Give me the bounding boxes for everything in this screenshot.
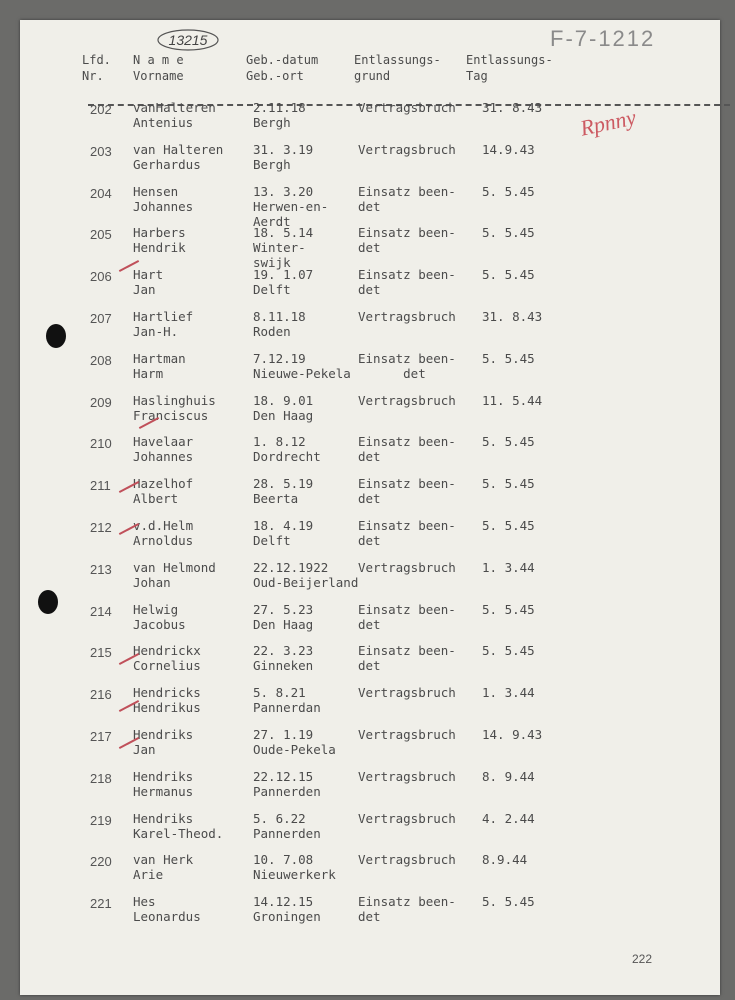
row-number: 213 [90,561,112,577]
row-birth: 18. 4.19 Delft [253,518,314,548]
punch-hole [38,590,58,614]
row-number: 205 [90,227,112,243]
row-name: Hazelhof Albert [133,476,194,507]
row-number: 218 [90,770,112,786]
row-date: 14.9.43 [482,141,535,157]
table-row [20,142,720,182]
header-lfd-nr: Lfd. Nr. [82,53,111,83]
row-name: Harbers Hendrik [133,225,186,256]
row-name: vanHalteren Antenius [133,100,216,130]
table-row [20,434,720,474]
row-number: 219 [90,812,112,828]
row-number: 215 [90,645,112,661]
row-name: van Halteren Gerhardus [133,141,224,172]
row-name: Haslinghuis Franciscus [133,392,216,423]
table-row [20,811,720,851]
row-birth: 10. 7.08 Nieuwerkerk [253,852,336,883]
row-reason: Vertragsbruch [358,100,456,115]
row-date: 5. 5.45 [482,518,535,533]
row-date: 5. 5.45 [482,434,535,450]
row-date: 11. 5.44 [482,392,543,408]
table-row [20,894,720,934]
row-date: 1. 3.44 [482,559,535,575]
table-row [20,560,720,600]
table-row [20,100,720,140]
row-name: Hendriks Hermanus [133,768,194,799]
table-row [20,267,720,307]
row-number: 206 [90,269,112,285]
table-row [20,183,720,229]
row-reason: Einsatz been- det [358,476,456,507]
row-birth: 18. 9.01 Den Haag [253,392,314,423]
row-date: 14. 9.43 [482,727,543,742]
table-row [20,351,720,391]
row-birth: 8.11.18 Roden [253,309,306,339]
row-number: 202 [90,102,112,117]
row-name: Hendriks Jan [133,727,194,757]
row-name: v.d.Helm Arnoldus [133,518,194,548]
row-number: 207 [90,311,112,326]
row-reason: Vertragsbruch [358,392,456,408]
row-birth: 27. 1.19 Oude-Pekela [253,727,336,757]
file-number: F-7-1212 [550,26,656,51]
row-date: 5. 5.45 [482,601,535,617]
row-birth: 13. 3.20 Herwen-en- Aerdt [253,183,329,229]
row-birth: 27. 5.23 Den Haag [253,601,314,632]
row-birth: 2.11.18 Bergh [253,100,306,130]
row-date: 8. 9.44 [482,768,535,784]
row-reason: Einsatz been- det [358,518,456,548]
row-birth: 22.12.1922 Oud-Beijerland [253,559,359,590]
table-row [20,769,720,809]
row-number: 220 [90,854,112,870]
red-annotation: Rpnny [577,104,639,141]
row-number: 212 [90,520,112,535]
stamp-number-text: 13215 [168,32,208,48]
row-name: van Herk Arie [133,852,194,883]
row-birth: 14.12.15 Groningen [253,894,321,925]
row-reason: Einsatz been- det [358,434,456,465]
header-grund: Entlassungs- grund [354,53,441,83]
row-reason: Einsatz been- det [358,183,456,214]
row-birth: 22.12.15 Pannerden [253,768,321,799]
row-reason: Vertragsbruch [358,727,456,742]
row-date: 31. 8.43 [482,309,543,324]
row-number: 214 [90,603,112,619]
table-row [20,225,720,271]
row-reason: Einsatz been- det [358,267,456,298]
row-reason: Vertragsbruch [358,768,456,784]
header-name: N a m e Vorname [133,53,184,83]
row-name: Havelaar Johannes [133,434,194,465]
row-number: 209 [90,394,112,410]
document-page [20,20,720,995]
row-date: 5. 5.45 [482,643,535,659]
row-reason: Einsatz been- det [358,225,456,256]
row-number: 217 [90,729,112,744]
row-birth: 18. 5.14 Winter- swijk [253,225,314,271]
table-row [20,852,720,892]
row-reason: Einsatz been- det [358,894,456,925]
row-date: 4. 2.44 [482,810,535,826]
table-row [20,309,720,349]
row-birth: 22. 3.23 Ginneken [253,643,314,674]
row-reason: Vertragsbruch [358,309,456,324]
row-birth: 28. 5.19 Beerta [253,476,314,507]
table-row [20,393,720,433]
row-birth: 5. 6.22 Pannerden [253,810,321,841]
table-row [20,685,720,725]
punch-hole [46,324,66,348]
row-reason: Vertragsbruch [358,852,456,868]
row-name: Hendriks Karel-Theod. [133,810,224,841]
table-row [20,476,720,516]
row-date: 5. 5.45 [482,894,535,910]
table-row [20,643,720,683]
row-reason: Vertragsbruch [358,810,456,826]
row-name: Hartman Harm [133,350,186,381]
row-number: 208 [90,352,112,368]
table-row [20,518,720,558]
row-name: Hart Jan [133,267,164,298]
row-name: Hensen Johannes [133,183,194,214]
row-birth: 5. 8.21 Pannerdan [253,685,321,716]
row-date: 8.9.44 [482,852,528,868]
row-number: 221 [90,896,112,912]
row-number: 204 [90,185,112,201]
row-reason: Vertragsbruch [358,559,456,575]
row-date: 5. 5.45 [482,267,535,283]
row-reason: Einsatz been- det [358,643,456,674]
page-number: 222 [632,952,653,966]
row-name: Helwig Jacobus [133,601,186,632]
row-birth: 19. 1.07 Delft [253,267,314,298]
row-name: van Helmond Johan [133,559,216,590]
row-date: 5. 5.45 [482,350,535,366]
row-birth: 1. 8.12 Dordrecht [253,434,321,465]
row-date: 5. 5.45 [482,183,535,199]
table-row [20,727,720,767]
row-birth: 31. 3.19 Bergh [253,141,314,172]
row-number: 210 [90,436,112,452]
row-date: 5. 5.45 [482,476,535,492]
header-tag: Entlassungs- Tag [466,53,553,83]
row-number: 211 [90,478,111,494]
row-name: Hendrickx Cornelius [133,643,201,674]
row-date: 1. 3.44 [482,685,535,701]
row-reason: Vertragsbruch [358,685,456,701]
stamp-number [156,28,220,52]
row-date: 5. 5.45 [482,225,535,241]
row-name: Hes Leonardus [133,894,201,925]
row-number: 216 [90,687,112,703]
row-reason: Einsatz been- det [358,601,456,632]
row-birth: 7.12.19 Nieuwe-Pekela [253,350,351,381]
header-geb: Geb.-datum Geb.-ort [246,53,319,83]
row-number: 203 [90,143,112,159]
row-reason: Einsatz been- det [358,350,456,381]
row-name: Hendricks Hendrikus [133,685,201,716]
table-row [20,602,720,642]
row-date: 31. 8.43 [482,100,543,115]
row-name: Hartlief Jan-H. [133,309,194,339]
row-reason: Vertragsbruch [358,141,456,157]
